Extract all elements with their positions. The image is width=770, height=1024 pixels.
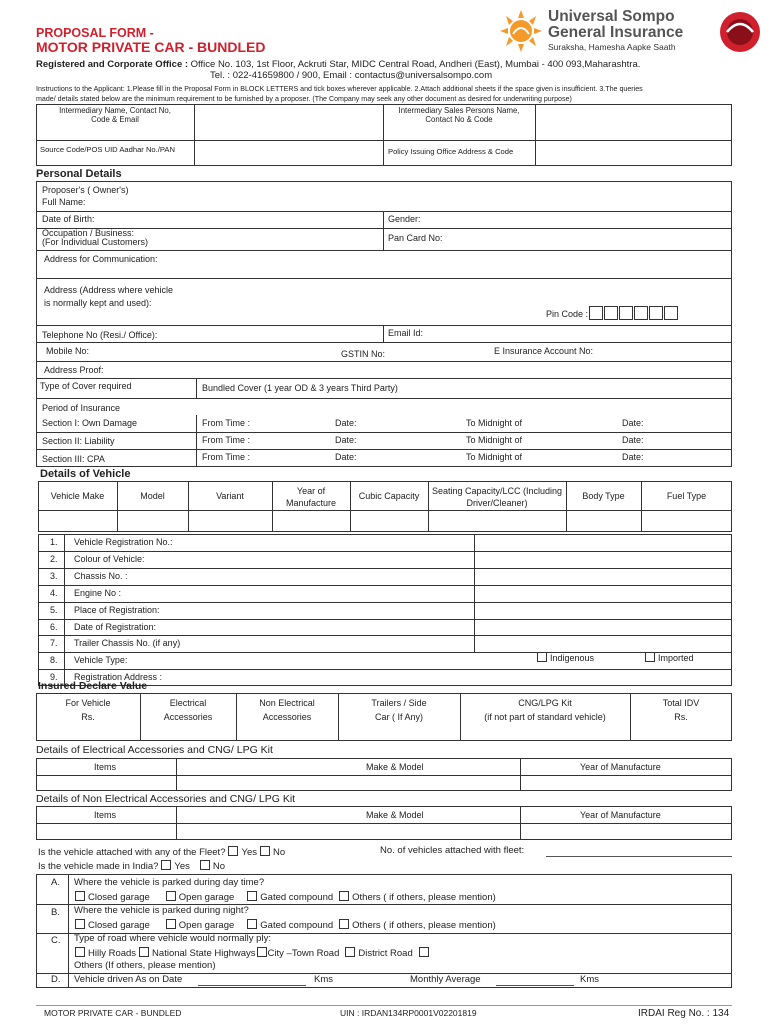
district-road-checkbox[interactable] — [345, 947, 355, 957]
night-open-garage-checkbox[interactable] — [166, 919, 176, 929]
idv-column-header: Total IDV Rs. — [662, 698, 700, 722]
mobile-label: Mobile No: — [46, 346, 90, 356]
occupation-label: Occupation / Business: (For Individual Customers) — [42, 228, 149, 247]
vehicle-address-label: Address (Address where vehicle is normally kept and used): — [44, 285, 174, 309]
office-address: Office No. 103, 1st Floor, Ackruti Star, MIDC Central Road, Andheri (East), Mumbai - 400 093,Maharashtra. — [188, 59, 641, 70]
hilly-roads-checkbox[interactable] — [75, 947, 85, 957]
form-title-line1: PROPOSAL FORM - — [36, 26, 154, 40]
vehicle-row-label: Engine No : — [74, 587, 122, 598]
monthly-average-label: Monthly Average — [410, 974, 481, 985]
telephone-label: Telephone No (Resi./ Office): — [42, 330, 158, 340]
year-header: Year of Manufacture — [285, 486, 337, 509]
source-code-label: Source Code/POS UID Aadhar No./PAN — [40, 145, 175, 154]
brand-tagline: Suraksha, Hamesha Aapke Saath — [548, 42, 676, 52]
globe-emblem-icon — [718, 10, 762, 54]
night-closed-garage-checkbox[interactable] — [75, 919, 85, 929]
body-type-header: Body Type — [582, 491, 625, 501]
vehicle-row-number: 9. — [50, 672, 58, 683]
variant-header: Variant — [216, 491, 244, 501]
instructions-line2: made/ details stated below are the minimum requirement to be furnished by a proposer. (The Company may seek any other document as desired for underwriting purpose) — [36, 95, 572, 103]
driven-label: Vehicle driven As on Date — [74, 974, 183, 985]
road-type-question: Type of road where vehicle would normally ply: — [74, 933, 271, 944]
vehicle-row-label: Chassis No. : — [74, 570, 128, 581]
footer-irdai: IRDAI Reg No. : 134 — [638, 1008, 730, 1019]
vehicle-row-label: Trailer Chassis No. (if any) — [74, 638, 181, 649]
national-highway-checkbox[interactable] — [139, 947, 149, 957]
day-gated-checkbox[interactable] — [247, 891, 257, 901]
night-parking-options: Closed garage Open garage Gated compound Others ( if others, please mention) — [72, 919, 496, 932]
night-others-checkbox[interactable] — [339, 919, 349, 929]
vehicle-row-label: Colour of Vehicle: — [74, 553, 145, 564]
indigenous-checkbox[interactable] — [537, 652, 547, 662]
footer-form-name: MOTOR PRIVATE CAR - BUNDLED — [44, 1008, 182, 1018]
fleet-count-label: No. of vehicles attached with fleet: — [380, 845, 525, 856]
comm-address-label: Address for Communication: — [44, 254, 158, 264]
vehicle-row-label: Date of Registration: — [74, 621, 157, 632]
fleet-yes-checkbox[interactable] — [228, 846, 238, 856]
seating-header: Seating Capacity/LCC (Including Driver/Cleaner) — [431, 486, 563, 509]
address-proof-label: Address Proof: — [44, 365, 104, 375]
sun-logo-icon — [496, 8, 546, 54]
day-closed-garage-checkbox[interactable] — [75, 891, 85, 901]
sales-person-label: Intermediary Sales Persons Name, — [398, 106, 520, 115]
owner-name-label: Proposer's ( Owner's) Full Name: — [42, 185, 129, 208]
vehicle-row-number: 4. — [50, 587, 58, 598]
gender-label: Gender: — [388, 214, 421, 224]
section1-label: Section I: Own Damage — [42, 418, 138, 428]
vehicle-row-label: Vehicle Registration No.: — [74, 537, 173, 547]
non-electrical-heading: Details of Non Electrical Accessories and CNG/ LPG Kit — [36, 793, 296, 805]
idv-heading: Insured Declare Value — [38, 680, 148, 692]
dob-label: Date of Birth: — [42, 214, 95, 224]
city-road-checkbox[interactable] — [257, 947, 267, 957]
pin-code-field[interactable]: Pin Code : — [546, 306, 678, 320]
vehicle-row-number: 7. — [50, 638, 58, 649]
vehicle-row-number: 1. — [50, 537, 58, 547]
other-road-checkbox[interactable] — [419, 947, 429, 957]
day-parking-question: Where the vehicle is parked during day time? — [74, 877, 265, 888]
vehicle-make-header: Vehicle Make — [50, 491, 105, 501]
cover-type-label: Type of Cover required — [40, 381, 132, 391]
idv-column-header: For Vehicle Rs. — [65, 698, 111, 722]
section3-label: Section III: CPA — [42, 454, 105, 464]
vehicle-row-number: 6. — [50, 621, 58, 632]
fuel-type-header: Fuel Type — [666, 491, 707, 501]
vehicle-row-number: 5. — [50, 604, 58, 615]
idv-column-header: Non Electrical Accessories — [259, 698, 315, 722]
idv-column-header: Electrical Accessories — [163, 698, 213, 722]
company-logo — [496, 6, 766, 60]
model-header: Model — [140, 491, 165, 501]
fleet-question: Is the vehicle attached with any of the Fleet? Yes No — [38, 847, 286, 858]
gstin-label: GSTIN No: — [341, 349, 386, 359]
form-title-line2: MOTOR PRIVATE CAR - BUNDLED — [36, 39, 266, 55]
fleet-no-checkbox[interactable] — [260, 846, 270, 856]
email-label: Email Id: — [388, 328, 424, 338]
office-label: Registered and Corporate Office : — [36, 59, 189, 70]
section2-label: Section II: Liability — [42, 436, 115, 446]
vehicle-row-number: 2. — [50, 553, 58, 564]
vehicle-row-label: Vehicle Type: — [74, 655, 128, 666]
personal-details-heading: Personal Details — [36, 168, 122, 180]
period-label: Period of Insurance — [42, 403, 121, 413]
instructions-line1: Instructions to the Applicant: 1.Please fill in the Proposal Form in BLOCK LETTERS and tick boxes wherever applicable. 2.Attach additional sheets if the space given is insufficient. 3.The queries — [36, 85, 643, 93]
vehicle-row-label: Registration Address : — [74, 672, 163, 683]
road-type-options: Hilly Roads National State Highways City –Town Road District Road — [72, 947, 432, 960]
einsurance-label: E Insurance Account No: — [494, 346, 594, 356]
india-no-checkbox[interactable] — [200, 860, 210, 870]
day-parking-options: Closed garage Open garage Gated compound Others ( if others, please mention) — [72, 891, 496, 904]
office-contact: Tel. : 022-41659800 / 900, Email : contactus@universalsompo.com — [210, 70, 493, 81]
footer-uin: UIN : IRDAN134RP0001V02201819 — [340, 1008, 477, 1018]
other-road-label: Others (If others, please mention) — [74, 960, 216, 971]
imported-option[interactable]: Imported — [642, 652, 694, 663]
night-gated-checkbox[interactable] — [247, 919, 257, 929]
india-question: Is the vehicle made in India? Yes No — [38, 861, 226, 872]
vehicle-table — [38, 481, 732, 532]
india-yes-checkbox[interactable] — [161, 860, 171, 870]
night-parking-question: Where the vehicle is parked during night? — [74, 905, 249, 916]
issuing-office-label: Policy Issuing Office Address & Code — [388, 147, 514, 156]
brand-subname: General Insurance — [548, 24, 684, 41]
idv-column-header: CNG/LPG Kit (if not part of standard vehicle) — [484, 698, 606, 722]
cubic-capacity-header: Cubic Capacity — [358, 491, 420, 501]
imported-checkbox[interactable] — [645, 652, 655, 662]
intermediary-name-label: Intermediary Name, Contact No, — [59, 106, 171, 115]
idv-column-header: Trailers / Side Car ( If Any) — [371, 698, 427, 722]
day-others-checkbox[interactable] — [339, 891, 349, 901]
vehicle-row-label: Place of Registration: — [74, 604, 160, 615]
cover-type-value: Bundled Cover (1 year OD & 3 years Third Party) — [202, 383, 398, 393]
day-open-garage-checkbox[interactable] — [166, 891, 176, 901]
vehicle-row-number: 8. — [50, 655, 58, 666]
electrical-heading: Details of Electrical Accessories and CNG/ LPG Kit — [36, 744, 273, 756]
vehicle-row-number: 3. — [50, 570, 58, 581]
vehicle-details-heading: Details of Vehicle — [40, 468, 131, 480]
pan-label: Pan Card No: — [388, 233, 443, 243]
indigenous-option[interactable]: Indigenous — [534, 652, 594, 663]
brand-name: Universal Sompo — [548, 8, 675, 25]
